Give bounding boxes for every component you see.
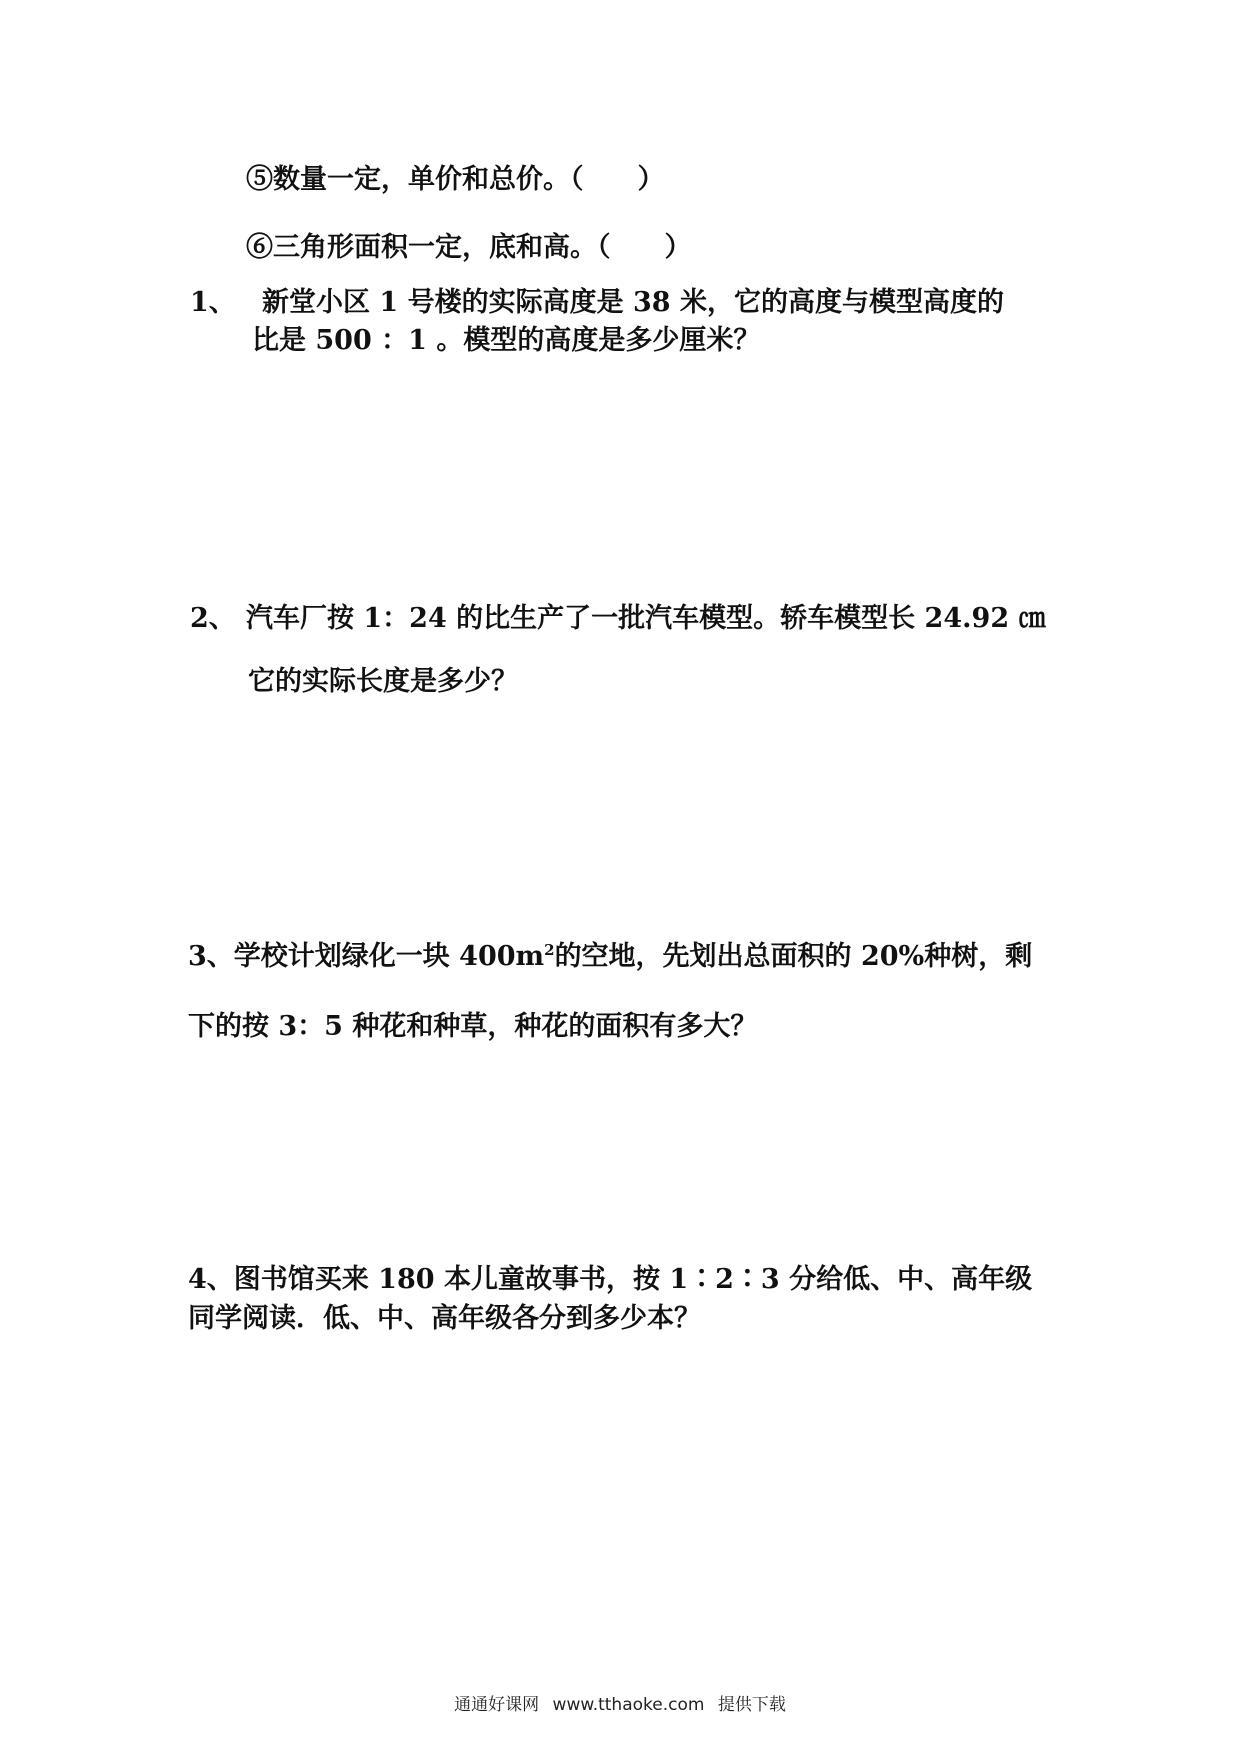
item-6: ⑥三角形面积一定，底和高。（ ） [246,232,692,263]
footer-note: 提供下载 [717,1695,786,1715]
problem-3-line1-a: 3、学校计划绿化一块 400m [188,941,545,972]
problem-4-line2: 同学阅读．低、中、高年级各分到多少本？ [188,1303,701,1334]
problem-3-line1-b: 的空地，先划出总面积的 20%种树，剩 [554,941,1033,972]
problem-2-number: 2、 [190,603,236,634]
problem-2-line1: 汽车厂按 1：24 的比生产了一批汽车模型。轿车模型长 24.92 ㎝ [246,603,1046,634]
footer [0,1690,1240,1715]
problem-1-line2: 比是 500 ：1 。模型的高度是多少厘米？ [252,325,761,356]
problem-4-line1: 4、图书馆买来 180 本儿童故事书，按 1∶2∶3 分给低、中、高年级 [188,1264,1033,1295]
superscript-two: 2 [544,941,555,959]
problem-2-line2: 它的实际长度是多少？ [248,666,518,697]
item-5: ⑤数量一定，单价和总价。（ ） [246,164,665,195]
problem-1-line1: 新堂小区 1 号楼的实际高度是 38 米，它的高度与模型高度的 [262,287,1004,318]
footer-url[interactable]: www.tthaoke.com [552,1695,705,1715]
problem-3-line1 [188,941,1032,973]
footer-site: 通通好课网 [454,1695,540,1715]
problem-1-number: 1、 [190,287,236,318]
problem-3-line2: 下的按 3：5 种花和种草，种花的面积有多大？ [188,1011,758,1042]
